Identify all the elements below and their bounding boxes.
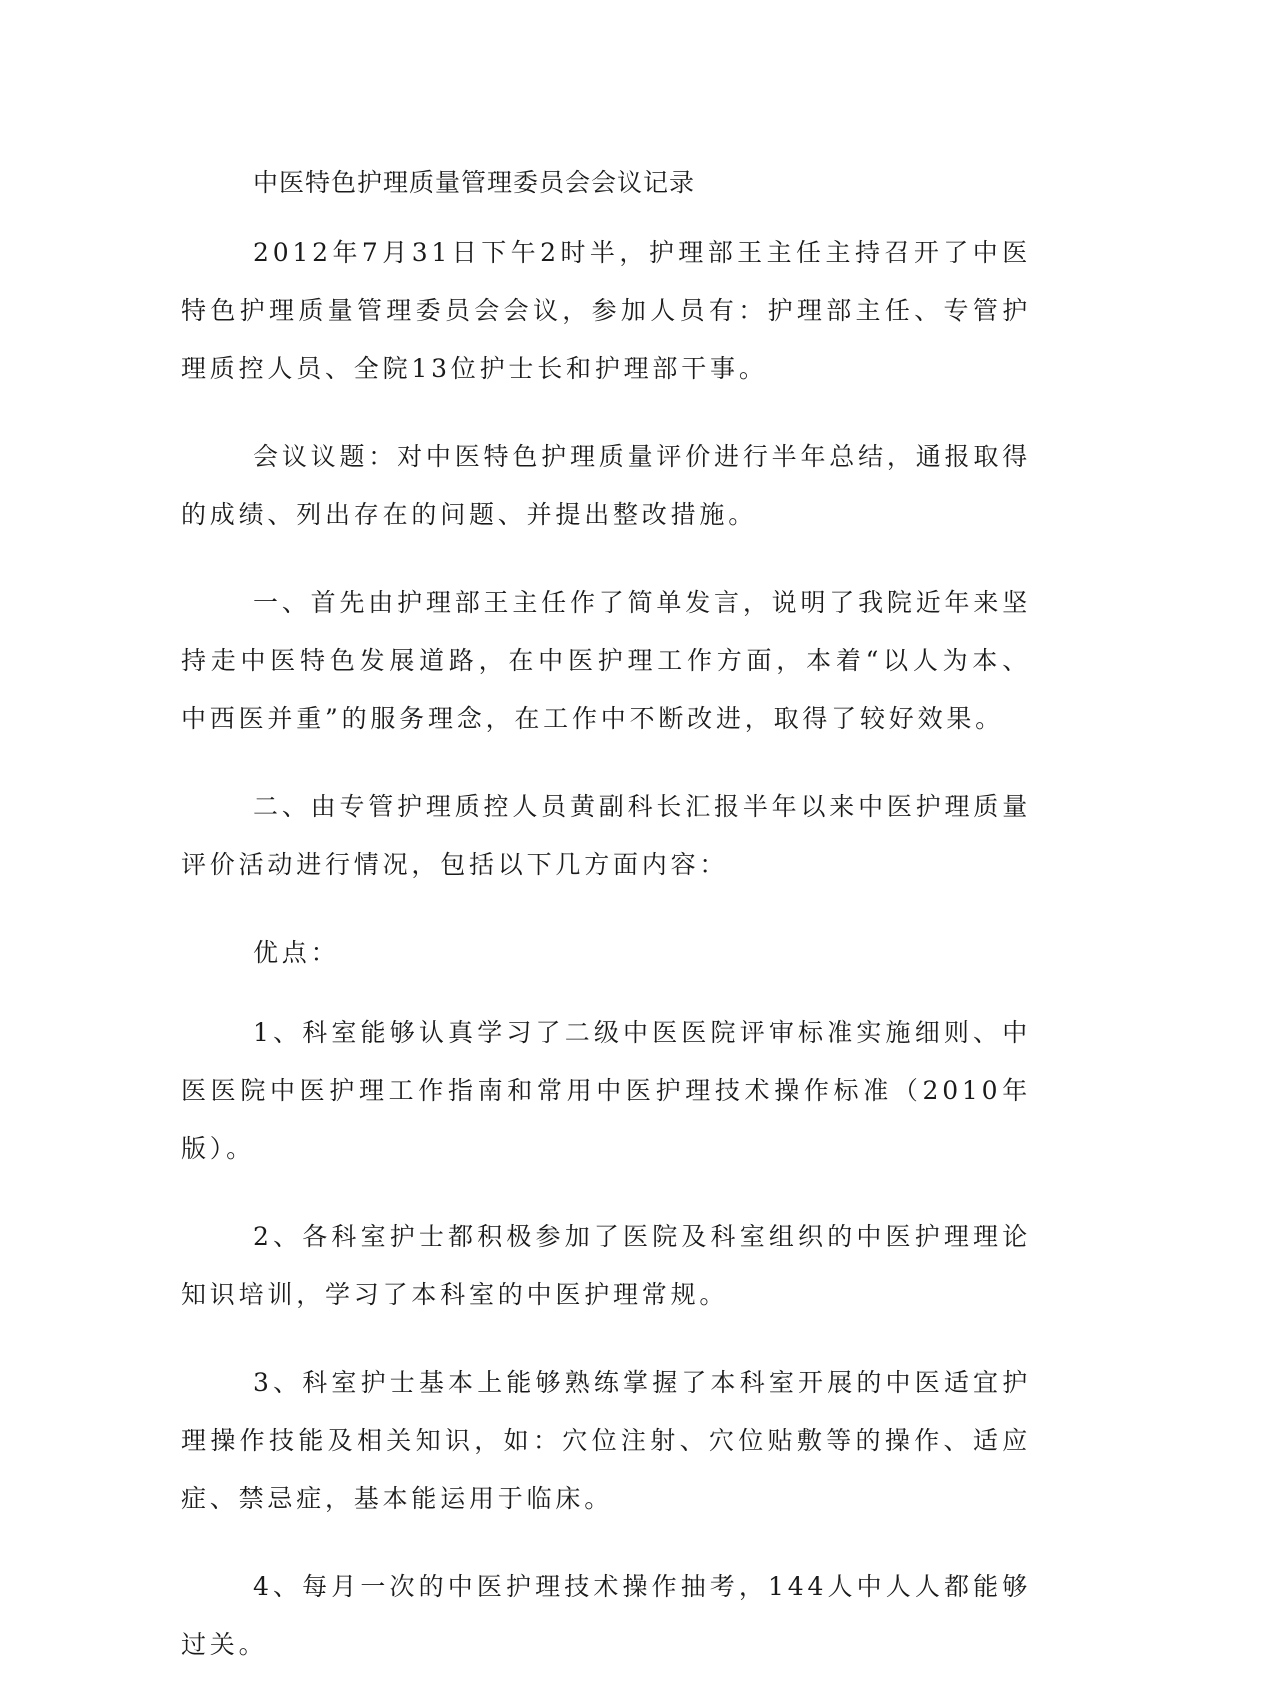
strengths-heading: 优点： bbox=[253, 938, 340, 967]
strength-item-3: 3、科室护士基本上能够熟练掌握了本科室开展的中医适宜护理操作技能及相关知识，如：穴位注射、穴位贴敷等的操作、适应症、禁忌症，基本能运用于临床。 bbox=[181, 1368, 1031, 1513]
document-title: 中医特色护理质量管理委员会会议记录 bbox=[253, 168, 696, 197]
strength-item-4: 4、每月一次的中医护理技术操作抽考，144人中人人都能够过关。 bbox=[181, 1572, 1031, 1659]
meeting-info-paragraph: 2012年7月31日下午2时半，护理部王主任主持召开了中医特色护理质量管理委员会会议，参加人员有：护理部主任、专管护理质控人员、全院13位护士长和护理部干事。 bbox=[181, 238, 1031, 383]
director-speech-paragraph: 一、首先由护理部王主任作了简单发言，说明了我院近年来坚持走中医特色发展道路，在中医护理工作方面，本着“以人为本、中西医并重”的服务理念，在工作中不断改进，取得了较好效果。 bbox=[181, 588, 1031, 733]
document-body bbox=[181, 160, 1031, 1704]
strength-item-1: 1、科室能够认真学习了二级中医医院评审标准实施细则、中医医院中医护理工作指南和常用中医护理技术操作标准（2010年版）。 bbox=[181, 1018, 1032, 1163]
strength-item-2: 2、各科室护士都积极参加了医院及科室组织的中医护理理论知识培训，学习了本科室的中医护理常规。 bbox=[181, 1222, 1031, 1309]
report-intro-paragraph: 二、由专管护理质控人员黄副科长汇报半年以来中医护理质量评价活动进行情况，包括以下几方面内容： bbox=[181, 792, 1031, 879]
meeting-topic-paragraph: 会议议题：对中医特色护理质量评价进行半年总结，通报取得的成绩、列出存在的问题、并提出整改措施。 bbox=[181, 442, 1031, 529]
